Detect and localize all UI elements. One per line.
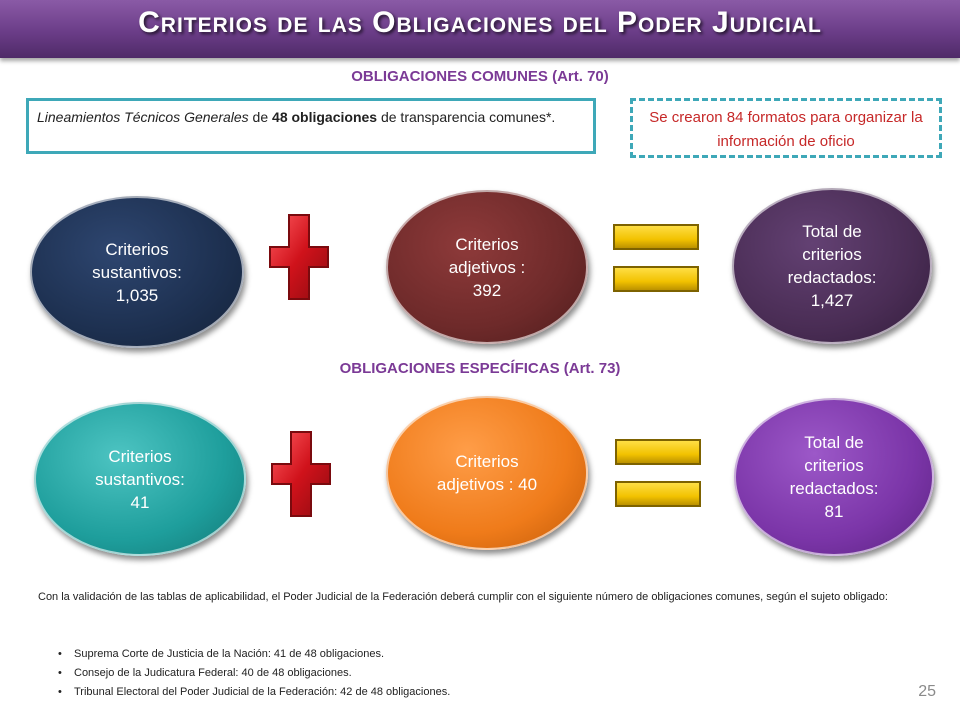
lineamientos-end: de transparencia comunes*. (377, 109, 556, 125)
total-value: 1,427 (810, 291, 854, 310)
oval-sustantivos-comunes (30, 196, 244, 348)
esp-adjetivos-label-2: adjetivos : 40 (436, 475, 538, 494)
esp-sustantivos-label-1: Criterios (108, 446, 172, 466)
esp-total-value: 81 (824, 502, 844, 521)
equals-icon (612, 223, 700, 295)
plus-icon (268, 213, 330, 301)
adjetivos-label-2: adjetivos : (448, 257, 526, 277)
adjetivos-label-1: Criterios (455, 234, 519, 254)
esp-adjetivos-label-1: Criterios (455, 452, 519, 471)
footer-note: Con la validación de las tablas de aplicabilidad, el Poder Judicial de la Federación deberá cumplir con el siguiente número de obligaciones comunes, según el sujeto obligado: (38, 591, 888, 603)
adjetivos-value: 392 (472, 280, 502, 300)
bullet-list (50, 645, 870, 702)
list-item: • Suprema Corte de Justicia de la Nación: 41 de 48 obligaciones. (50, 645, 870, 664)
comunes-heading: OBLIGACIONES COMUNES (Art. 70) (351, 68, 609, 85)
lineamientos-box (26, 98, 596, 154)
sustantivos-label-1: Criterios (105, 239, 169, 259)
page-number: 25 (918, 683, 936, 700)
formatos-box (630, 98, 942, 158)
esp-total-label-2: criterios (804, 456, 864, 475)
lineamientos-italic: Lineamientos Técnicos Generales (37, 109, 249, 125)
sustantivos-value: 1,035 (115, 285, 159, 305)
esp-total-label-3: redactados: (789, 479, 879, 498)
lineamientos-mid: de (248, 109, 273, 125)
total-label-3: redactados: (787, 268, 877, 287)
oval-sustantivos-especificas (34, 402, 246, 556)
plus-icon (270, 430, 332, 518)
esp-sustantivos-value: 41 (130, 492, 150, 512)
oval-adjetivos-comunes (386, 190, 588, 344)
esp-sustantivos-label-2: sustantivos: (95, 469, 185, 489)
equals-icon (614, 438, 702, 510)
lineamientos-bold: 48 obligaciones (272, 109, 378, 125)
list-item: • Tribunal Electoral del Poder Judicial de la Federación: 42 de 48 obligaciones. (50, 683, 870, 702)
list-item: • Consejo de la Judicatura Federal: 40 de 48 obligaciones. (50, 664, 870, 683)
oval-total-especificas (734, 398, 934, 556)
sustantivos-label-2: sustantivos: (92, 262, 182, 282)
especificas-heading: OBLIGACIONES ESPECÍFICAS (Art. 73) (339, 360, 621, 377)
oval-total-comunes (732, 188, 932, 344)
total-label-2: criterios (802, 245, 862, 264)
title-bar (0, 0, 960, 58)
oval-adjetivos-especificas (386, 396, 588, 550)
esp-total-label-1: Total de (804, 433, 864, 452)
total-label-1: Total de (802, 222, 862, 241)
formatos-note: Se crearon 84 formatos para organizar la información de oficio (649, 109, 923, 150)
slide-title: Criterios de las Obligaciones del Poder Judicial (138, 6, 822, 39)
